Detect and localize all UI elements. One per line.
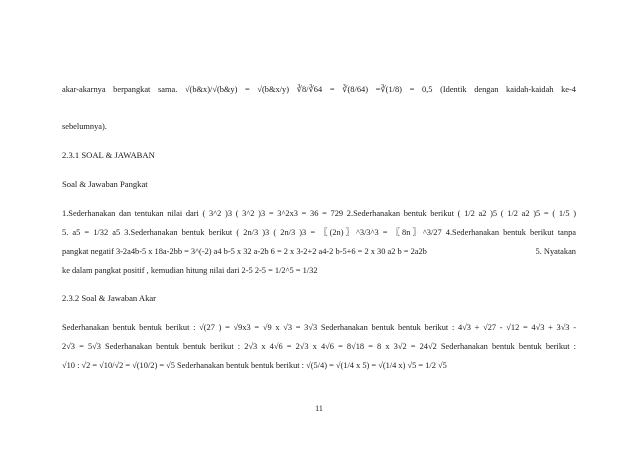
section-heading-2-3-1: 2.3.1 SOAL & JAWABAN xyxy=(62,150,155,160)
subheading-pangkat: Soal & Jawaban Pangkat xyxy=(62,179,148,189)
paragraph-3-line-2: 2√3 = 5√3 Sederhanakan bentuk bentuk berikut : 2√3 x 4√6 = 2√3 x 4√6 = 8√18 = 8 x 3√2 = 24√2 Sederhanakan bentuk bentuk berikut : xyxy=(62,342,576,351)
paragraph-2-line-3-tail: 5. Nyatakan xyxy=(535,247,576,256)
paragraph-1-line-1: akar-akarnya berpangkat sama. √(b&x)/√(b&y) = √(b&x/y) ∛8/∛64 = ∛(8/64) =∛(1/8) = 0,5 (Identik dengan kaidah-kaidah ke-4 xyxy=(62,85,576,94)
paragraph-1-line-2: sebelumnya). xyxy=(62,122,107,131)
paragraph-3-line-3: √10 : √2 = √10/√2 = √(10/2) = √5 Sederhanakan bentuk bentuk berikut : √(5/4) = √(1/4 x 5) = √(1/4 x) √5 = 1/2 √5 xyxy=(62,361,447,370)
paragraph-2-line-4: ke dalam pangkat positif , kemudian hitung nilai dari 2-5 2-5 = 1/2^5 = 1/32 xyxy=(62,266,318,275)
paragraph-2-line-2: 5. a5 = 1/32 a5 3.Sederhanakan bentuk berikut ( 2n/3 )3 ( 2n/3 )3 = 〖(2n)〗^3/3^3 = 〖8n〗^3/27 4.Sederhanakan bentuk berikut tanpa xyxy=(62,228,576,237)
page-number: 11 xyxy=(315,404,323,413)
paragraph-2-line-3-text: pangkat negatif 3-2a4b-5 x 18a-2bb = 3^(-2) a4 b-5 x 32 a-2b 6 = 2 x 3-2+2 a4-2 b-5+6 = 2 x 30 a2 b = 2a2b xyxy=(62,247,427,256)
paragraph-2-line-1: 1.Sederhanakan dan tentukan nilai dari ( 3^2 )3 ( 3^2 )3 = 3^2x3 = 36 = 729 2.Sederhanakan bentuk berikut ( 1/2 a2 )5 ( 1/2 a2 )5 = ( 1/5 ) xyxy=(62,209,576,218)
paragraph-3-line-1: Sederhanakan bentuk bentuk berikut : √(27 ) = √9x3 = √9 x √3 = 3√3 Sederhanakan bentuk bentuk berikut : 4√3 + √27 - √12 = 4√3 + 3√3 - xyxy=(62,323,576,332)
paragraph-2-line-3 xyxy=(62,246,576,257)
section-heading-2-3-2: 2.3.2 Soal & Jawaban Akar xyxy=(62,293,157,303)
